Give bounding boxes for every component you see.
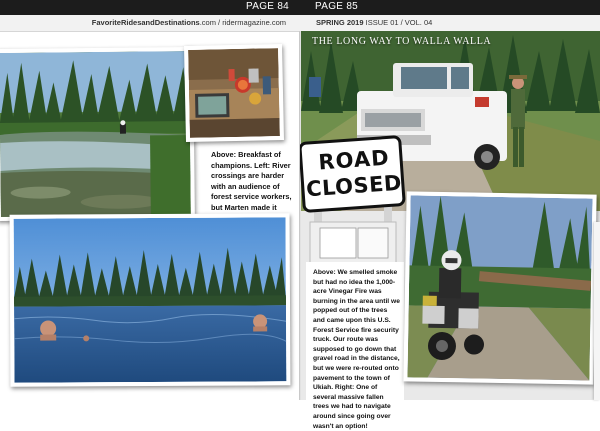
page-edge <box>594 222 600 400</box>
right-page-header <box>300 15 600 32</box>
right-page-number: PAGE 85 <box>315 1 359 12</box>
site-url-primary: FavoriteRidesandDestinations <box>91 18 200 27</box>
site-url[interactable] <box>92 18 286 27</box>
issue-info <box>316 18 432 27</box>
breakfast-photo <box>184 44 284 142</box>
river-crossing-photo <box>0 47 195 221</box>
road-sign-line2: CLOSED <box>305 170 403 202</box>
road-closed-sign <box>300 134 406 264</box>
road-sign-line1: ROAD <box>317 145 391 175</box>
left-page-number: PAGE 84 <box>246 1 290 12</box>
river-crossing-image <box>0 51 191 217</box>
lake-swimming-image <box>14 217 287 382</box>
issue-number: ISSUE 01 / VOL. 04 <box>363 18 433 27</box>
page-number-bar <box>0 0 600 15</box>
right-photo-caption: Above: We smelled smoke but had no idea the 1,000-acre Vinegar Fire was burning in the area until we popped out of the trees and came upon this U.S. Forest Service fire security truck. Our route was supposed to go down that gravel road in the distance, but we were re-routed onto pavement to the town of Ukiah. Right: One of several massive fallen trees we had to navigate around since going over wasn't an option! <box>313 269 400 430</box>
fallen-tree-motorcycle-photo <box>403 191 596 384</box>
left-photo-caption: Above: Breakfast of champions. Left: River crossings are harder with an audience of forest service workers, but Marten made it <box>211 150 292 212</box>
breakfast-image <box>188 48 280 138</box>
left-page-header <box>0 15 300 32</box>
fallen-tree-motorcycle-image <box>407 195 592 380</box>
section-title: THE LONG WAY TO WALLA WALLA <box>312 36 492 47</box>
site-url-secondary: .com / ridermagazine.com <box>199 18 286 27</box>
issue-season: SPRING 2019 <box>316 18 364 27</box>
lake-swimming-photo <box>10 213 291 386</box>
